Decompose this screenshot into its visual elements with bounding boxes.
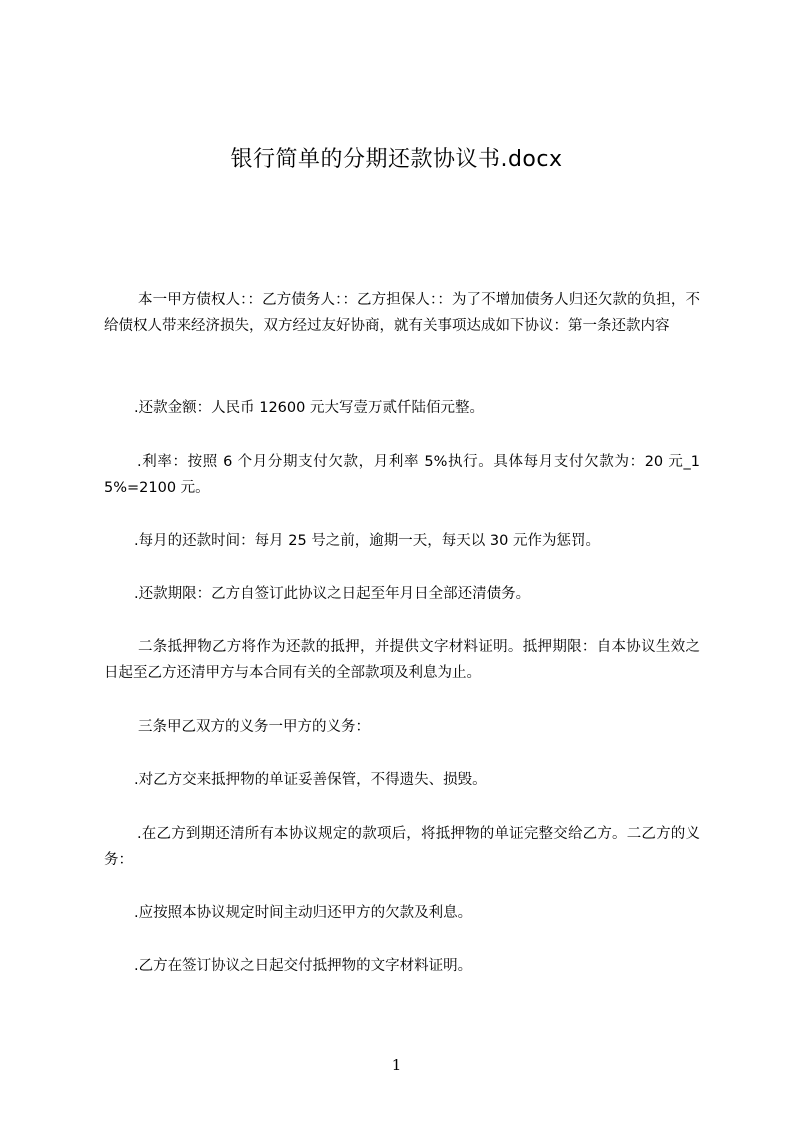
paragraph-monthly-time: .每月的还款时间：每月 25 号之前，逾期一天，每天以 30 元作为惩罚。 (134, 533, 600, 549)
paragraph-repayment-amount: .还款金额：人民币 12600 元大写壹万贰仟陆佰元整。 (134, 400, 484, 416)
paragraph-obligations-heading: 三条甲乙双方的义务一甲方的义务： (138, 719, 370, 735)
document-title: 银行简单的分期还款协议书.docx (230, 147, 563, 172)
paragraph-collateral: 二条抵押物乙方将作为还款的抵押，并提供文字材料证明。抵押期限：自本协议生效之日起至乙方还清甲方与本合同有关的全部款项及利息为止。 (104, 639, 700, 681)
paragraph-party-b-duty-2: .乙方在签订协议之日起交付抵押物的文字材料证明。 (134, 958, 473, 974)
paragraph-interest-rate: .利率：按照 6 个月分期支付欠款，月利率 5%执行。具体每月支付欠款为：20 元_1 5%=2100 元。 (104, 454, 700, 496)
paragraph-party-a-duty-1: .对乙方交来抵押物的单证妥善保管，不得遗失、损毁。 (134, 772, 487, 788)
page-number: 1 (391, 1056, 402, 1074)
paragraph-repayment-term: .还款期限：乙方自签订此协议之日起至年月日全部还清债务。 (134, 586, 531, 602)
paragraph-party-a-duty-2: .在乙方到期还清所有本协议规定的款项后，将抵押物的单证完整交给乙方。二乙方的义务： (104, 826, 700, 868)
paragraph-preamble: 本一甲方债权人：：乙方债务人：：乙方担保人：：为了不增加债务人归还欠款的负担，不给债权人带来经济损失，双方经过友好协商，就有关事项达成如下协议：第一条还款内容 (104, 292, 700, 334)
paragraph-party-b-duty-1: .应按照本协议规定时间主动归还甲方的欠款及利息。 (134, 905, 473, 921)
